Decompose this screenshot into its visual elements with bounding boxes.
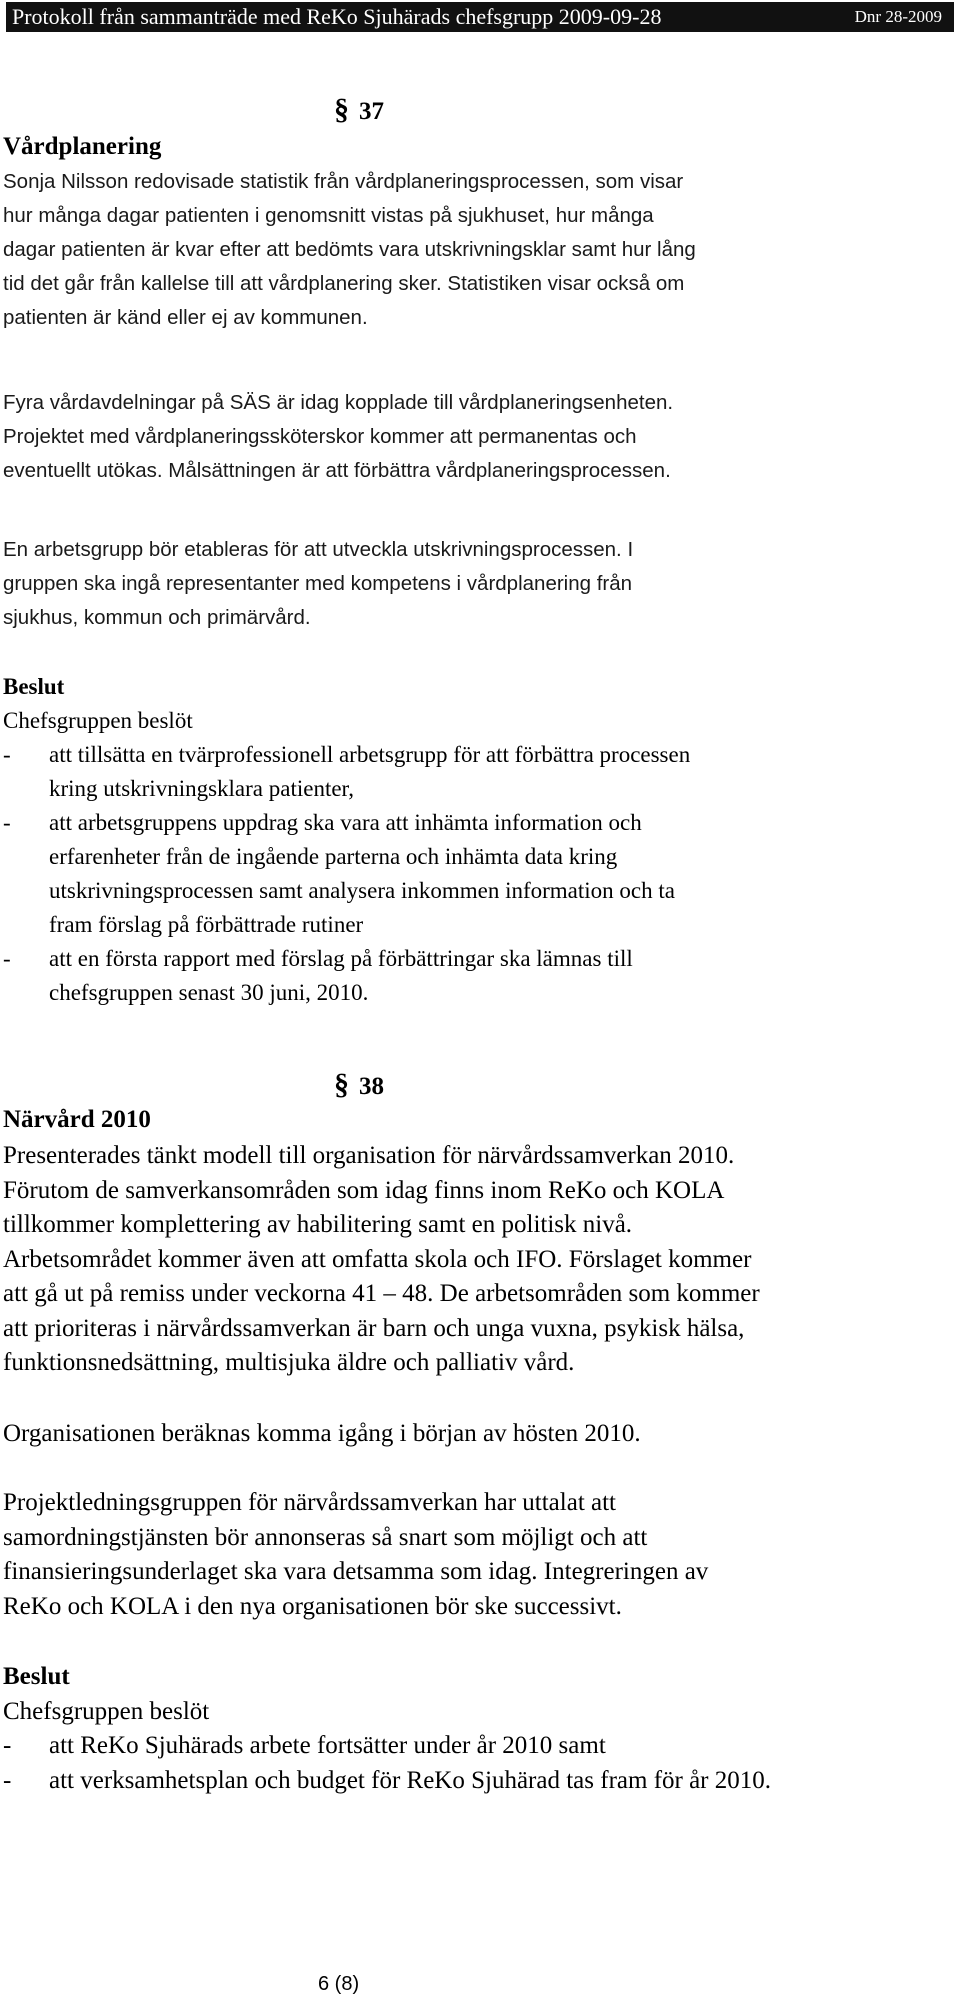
page-number: 6 (8) [318,1973,360,1995]
beslut-intro: Chefsgruppen beslöt [3,708,193,733]
text-line: ReKo och KOLA i den nya organisationen bör ske successivt. [3,1592,622,1620]
section-37-para-1 [3,165,955,335]
section-38-number [334,1070,384,1102]
text-line: chefsgruppen senast 30 juni, 2010. [49,980,369,1005]
list-dash: - [3,1732,12,1759]
decision-item [3,1764,955,1799]
text-line: att verksamhetsplan och budget för ReKo Sjuhärad tas fram för år 2010. [49,1766,772,1794]
text-line: kring utskrivningsklara patienter, [49,776,355,801]
text-line: eventuellt utökas. Målsättningen är att förbättra vårdplaneringsprocessen. [3,459,671,482]
text-line: finansieringsunderlaget ska vara detsamma som idag. Integreringen av [3,1558,709,1585]
beslut-label: Beslut [3,1663,70,1690]
section-37-number [334,95,384,127]
text-line: utskrivningsprocessen samt analysera inkommen information och ta [49,878,675,903]
text-line: Sonja Nilsson redovisade statistik från vårdplaneringsprocessen, som visar [3,170,684,193]
text-line: sjukhus, kommun och primärvård. [3,606,311,629]
section-37-decision [3,670,955,1010]
section-38-heading: Närvård 2010 [3,1106,151,1133]
beslut-label: Beslut [3,674,65,699]
decision-item [3,942,955,1010]
text-line: tid det går från kallelse till att vårdplanering sker. Statistiken visar också om [3,272,685,295]
text-line: att gå ut på remiss under veckorna 41 – 48. De arbetsområden som kommer [3,1280,760,1307]
text-line: gruppen ska ingå representanter med kompetens i vårdplanering från [3,572,633,595]
text-line: En arbetsgrupp bör etableras för att utveckla utskrivningsprocessen. I [3,538,634,561]
section-38-decision [3,1660,955,1798]
section-37-para-3 [3,533,955,635]
text-line: Arbetsområdet kommer även att omfatta skola och IFO. Förslaget kommer [3,1245,752,1273]
text-line: fram förslag på förbättrade rutiner [49,912,364,937]
text-line: Fyra vårdavdelningar på SÄS är idag kopplade till vårdplaneringsenheten. [3,391,674,414]
decision-item [3,738,955,806]
text-line: patienten är känd eller ej av kommunen. [3,306,368,329]
paragraph-symbol: § [334,1068,349,1101]
text-line: erfarenheter från de ingående parterna och inhämta data kring [49,844,618,869]
text-line: Presenterades tänkt modell till organisation för närvårdssamverkan 2010. [3,1142,735,1169]
section-38-para-1 [3,1139,955,1381]
section-38-number-text: 38 [359,1073,384,1100]
text-line: tillkommer komplettering av habilitering samt en politisk nivå. [3,1211,633,1238]
text-line: Projektledningsgruppen för närvårdssamverkan har uttalat att [3,1489,617,1516]
section-38-para-2 [3,1417,955,1452]
decision-item [3,806,955,942]
list-dash: - [3,810,11,835]
decision-item [3,1729,955,1764]
text-line: hur många dagar patienten i genomsnitt vistas på sjukhuset, hur många [3,204,654,227]
section-37-heading: Vårdplanering [3,133,162,160]
text-line: samordningstjänsten bör annonseras så snart som möjligt och att [3,1523,648,1551]
list-dash: - [3,742,11,767]
text-line: att en första rapport med förslag på förbättringar ska lämnas till [49,946,633,971]
header-dnr: Dnr 28-2009 [854,7,942,26]
text-line: Projektet med vårdplaneringssköterskor kommer att permanentas och [3,425,637,448]
text-line: dagar patienten är kvar efter att bedömts vara utskrivningsklar samt hur lång [3,238,696,261]
text-line: att prioriteras i närvårdssamverkan är barn och unga vuxna, psykisk hälsa, [3,1314,745,1342]
paragraph-symbol: § [334,93,349,126]
beslut-intro: Chefsgruppen beslöt [3,1697,210,1725]
text-line: att arbetsgruppens uppdrag ska vara att inhämta information och [49,810,642,835]
section-37-para-2 [3,386,955,488]
list-dash: - [3,1766,12,1794]
header-title: Protokoll från sammanträde med ReKo Sjuhärads chefsgrupp 2009-09-28 [12,4,662,29]
text-line: att ReKo Sjuhärads arbete fortsätter under år 2010 samt [49,1732,606,1759]
text-line: Organisationen beräknas komma igång i början av hösten 2010. [3,1420,641,1447]
list-dash: - [3,946,11,971]
section-37-number-text: 37 [359,98,384,125]
text-line: Förutom de samverkansområden som idag finns inom ReKo och KOLA [3,1176,725,1204]
section-38-para-3 [3,1486,955,1624]
page-header [6,2,954,32]
text-line: att tillsätta en tvärprofessionell arbetsgrupp för att förbättra processen [49,742,691,767]
text-line: funktionsnedsättning, multisjuka äldre och palliativ vård. [3,1349,575,1376]
